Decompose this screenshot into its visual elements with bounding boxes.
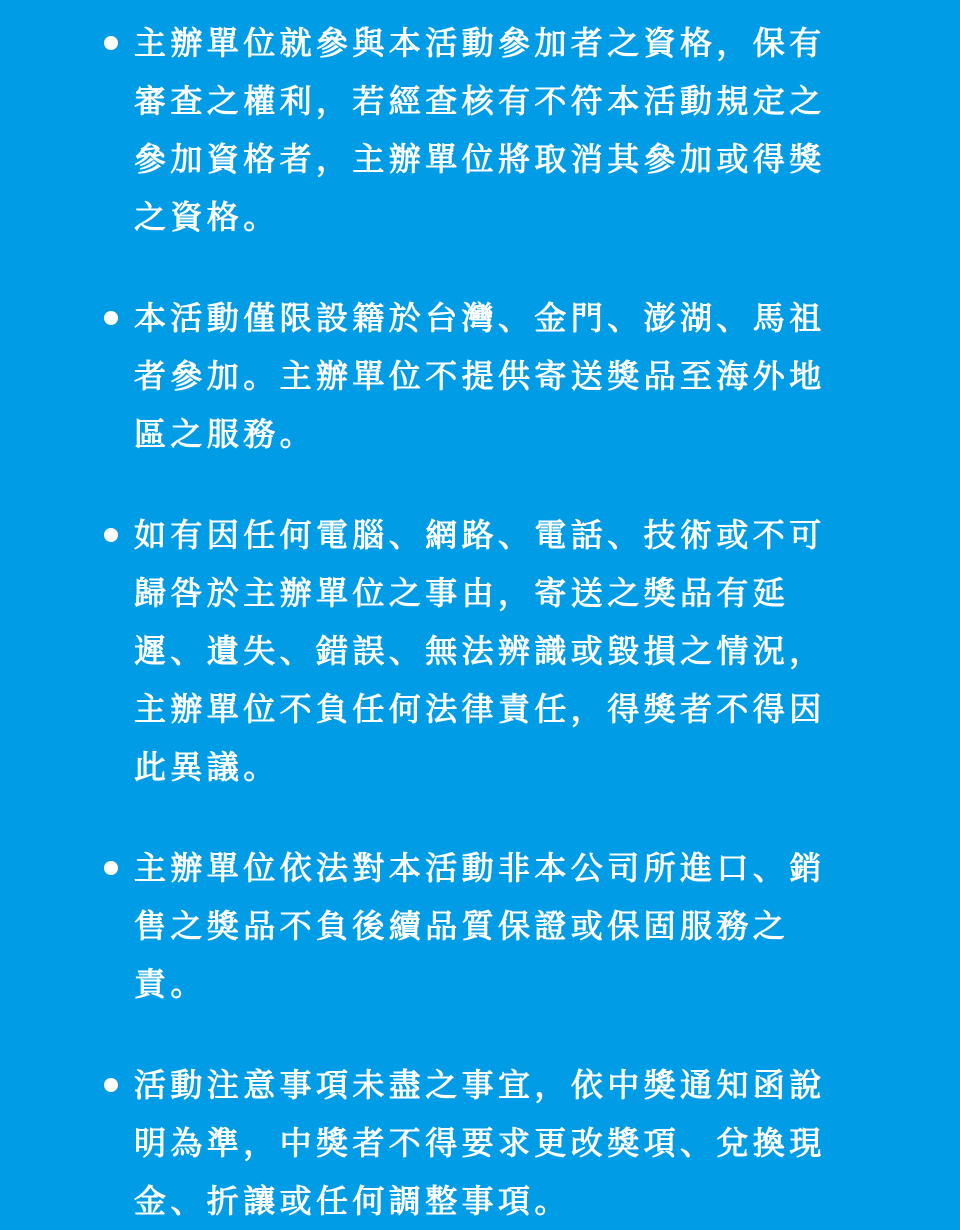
bullet-dot <box>104 1078 118 1092</box>
rule-item <box>134 1056 860 1230</box>
bullet-dot <box>104 311 118 325</box>
rule-item <box>134 839 860 1013</box>
rule-item <box>134 14 860 246</box>
rule-item <box>134 506 860 796</box>
bullet-dot <box>104 528 118 542</box>
bullet-dot <box>104 861 118 875</box>
rule-item <box>134 289 860 463</box>
rule-text: 如有因任何電腦、網路、電話、技術或不可歸咎於主辦單位之事由，寄送之獎品有延遲、遺失、錯誤、無法辨識或毀損之情況，主辦單位不負任何法律責任，得獎者不得因此異議。 <box>134 516 826 786</box>
rule-text: 本活動僅限設籍於台灣、金門、澎湖、馬祖者參加。主辦單位不提供寄送獎品至海外地區之服務。 <box>134 299 826 453</box>
rule-text: 主辦單位依法對本活動非本公司所進口、銷售之獎品不負後續品質保證或保固服務之責。 <box>134 849 826 1003</box>
rule-text: 活動注意事項未盡之事宜，依中獎通知函說明為準，中獎者不得要求更改獎項、兌換現金、折讓或任何調整事項。 <box>134 1066 826 1220</box>
bullet-dot <box>104 36 118 50</box>
rule-text: 主辦單位就參與本活動參加者之資格，保有審查之權利，若經查核有不符本活動規定之參加資格者，主辦單位將取消其參加或得獎之資格。 <box>134 24 826 236</box>
